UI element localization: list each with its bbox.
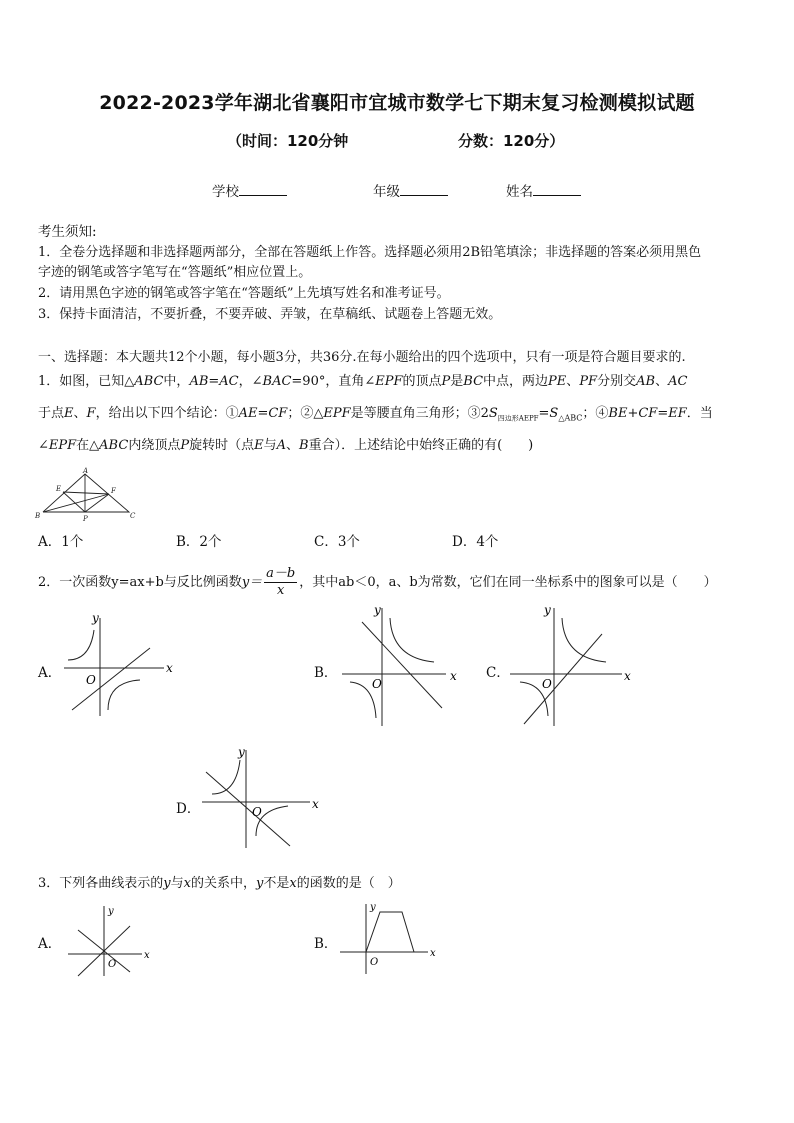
q1-t: ；④ (582, 406, 609, 421)
q1-t: 是 (450, 374, 464, 389)
q1-t: ，给出以下四个结论：① (95, 406, 239, 421)
q3-option-b[interactable]: B． (314, 936, 338, 952)
q2-t: ，其中ab＜0，a、b为常数，它们在同一坐标系中的图象可以是（ ） (299, 575, 717, 590)
q1-t: 分别交 (597, 374, 637, 389)
axis-x: x (624, 669, 631, 683)
q1-t: S (549, 406, 559, 421)
q1-t: E (64, 406, 74, 421)
q1-t: EPF (48, 438, 77, 453)
q1-t: 、 (73, 406, 87, 421)
origin: O (86, 673, 96, 687)
grade-field[interactable] (373, 180, 448, 200)
q1-t: 、 (566, 374, 580, 389)
q1-t: 是等腰直角三角形；③2 (350, 406, 489, 421)
q1-t: E (254, 438, 264, 453)
q1-t: ，∠ (238, 374, 263, 389)
notice-line2: 2．请用黑色字迹的钢笔或答字笔在“答题纸”上先填写姓名和准考证号。 (38, 286, 450, 301)
q3-t: y (163, 876, 171, 891)
q1-t: 、 (286, 438, 300, 453)
axis-y: y (238, 745, 245, 759)
school-field[interactable] (212, 180, 287, 200)
q1-t: 、 (655, 374, 669, 389)
q3-graph-b[interactable] (336, 898, 446, 978)
label-a: A (83, 467, 89, 475)
axis-x: x (430, 948, 436, 959)
q2-fraction (264, 566, 297, 599)
q1-line2 (38, 404, 713, 429)
q1-t: PE (548, 374, 567, 389)
q1-t: ．当 (686, 406, 713, 421)
name-label: 姓名 (506, 184, 533, 200)
q2-option-d[interactable]: D． (176, 801, 201, 817)
label-f: F (111, 487, 116, 495)
q1-t: AB=AC (189, 374, 239, 389)
q1-t: A (276, 438, 286, 453)
score-label: 分数：120分） (458, 132, 565, 150)
q2-numerator: a－b (266, 566, 296, 581)
q1-triangle-figure (34, 466, 144, 524)
segment-ef (63, 492, 109, 494)
q1-t: △ABC (558, 413, 583, 423)
label-b: B (35, 512, 41, 520)
q1-option-d[interactable]: D．4个 (452, 534, 499, 550)
q1-t: ∠ (38, 438, 49, 453)
q1-t: 在△ (76, 438, 100, 453)
q1-t: PF (579, 374, 598, 389)
q1-option-a[interactable]: A．1个 (38, 534, 84, 550)
q3-t: 与 (170, 876, 184, 891)
q2-t: 2．一次函数y=ax+b与反比例函数 (38, 575, 242, 590)
q1-t: =90°，直角∠ (291, 374, 376, 389)
axis-x: x (450, 669, 457, 683)
q1-t: F (86, 406, 96, 421)
q3-t: x (183, 876, 191, 891)
q1-t: ABC (99, 438, 129, 453)
q1-t: BAC (262, 374, 292, 389)
school-blank[interactable] (239, 181, 287, 196)
axis-y: y (92, 611, 99, 625)
q3-t: 的函数的是（ ） (296, 876, 401, 891)
q1-line1 (38, 372, 687, 392)
q1-line3 (38, 436, 533, 456)
q1-t: 四边形AEPF (497, 414, 539, 423)
q2-option-b[interactable]: B． (314, 665, 338, 681)
q1-t: 中， (163, 374, 190, 389)
q1-t: ABC (134, 374, 164, 389)
q1-t: P (180, 438, 190, 453)
q3-t: 不是 (263, 876, 290, 891)
q3-t: x (289, 876, 297, 891)
q3-option-a[interactable]: A． (38, 936, 62, 952)
q3-stem (38, 874, 401, 894)
label-e: E (56, 485, 62, 493)
axis-y: y (544, 603, 551, 617)
origin: O (542, 677, 552, 691)
q3-graph-a[interactable] (64, 900, 160, 980)
q1-option-b[interactable]: B．2个 (176, 534, 222, 550)
q1-option-c[interactable]: C．3个 (314, 534, 360, 550)
axis-x: x (166, 661, 173, 675)
q1-t: AB (636, 374, 656, 389)
q1-t: ；②△ (287, 406, 324, 421)
school-label: 学校 (212, 184, 239, 200)
q1-t: 于点 (38, 406, 65, 421)
q2-graph-c[interactable] (508, 600, 638, 730)
q1-t: 重合）．上述结论中始终正确的有( ) (308, 438, 534, 453)
q1-t: 中点，两边 (483, 374, 549, 389)
q1-t: = (538, 406, 550, 421)
origin: O (108, 959, 117, 970)
grade-label: 年级 (373, 184, 400, 200)
q2-option-a[interactable]: A． (38, 665, 62, 681)
q2-stem (38, 566, 717, 599)
q1-t: BE+CF=EF (608, 406, 687, 421)
notice-line1a: 1．全卷分选择题和非选择题两部分，全部在答题纸上作答。选择题必须用2B铅笔填涂；非选择题的答案必须用黑色 (38, 245, 702, 260)
q1-t: B (299, 438, 309, 453)
section-heading: 一、选择题：本大题共12个小题，每小题3分，共36分.在每小题给出的四个选项中，只有一项是符合题目要求的. (38, 350, 686, 365)
origin: O (372, 677, 382, 691)
axis-x: x (144, 950, 150, 961)
q2-graph-a[interactable] (60, 610, 180, 720)
notice-line3: 3．保持卡面清洁，不要折叠，不要弄破、弄皱，在草稿纸、试题卷上答题无效。 (38, 307, 502, 322)
q3-t: 的关系中， (191, 876, 257, 891)
name-blank[interactable] (533, 181, 581, 196)
q1-t: 1．如图，已知△ (38, 374, 135, 389)
label-c: C (130, 512, 136, 520)
q1-t: 内绕顶点 (128, 438, 181, 453)
q1-t: EPF (375, 374, 403, 389)
segment-pf (85, 494, 109, 512)
q2-option-c[interactable]: C． (486, 665, 510, 681)
q1-t: 的顶点 (402, 374, 442, 389)
q2-t: y＝ (241, 575, 263, 590)
notice-line1b: 字迹的钢笔或答字笔写在“答题纸”相应位置上。 (38, 265, 312, 280)
label-p: P (83, 515, 88, 523)
notice-heading: 考生须知: (38, 224, 97, 240)
axis-y: y (374, 603, 381, 617)
origin: O (252, 805, 262, 819)
q1-t: EPF (323, 406, 351, 421)
q3-t: y (256, 876, 264, 891)
name-field[interactable] (506, 180, 581, 200)
q2-denominator: x (277, 583, 285, 598)
origin: O (370, 957, 379, 968)
q1-t: P (441, 374, 451, 389)
q1-t: S (488, 406, 498, 421)
exam-title: 2022-2023学年湖北省襄阳市宜城市数学七下期末复习检测模拟试题 (99, 92, 695, 114)
q2-graph-b[interactable] (338, 600, 468, 728)
q3-t: 3．下列各曲线表示的 (38, 876, 164, 891)
q1-t: AC (668, 374, 688, 389)
axis-x: x (312, 797, 319, 811)
grade-blank[interactable] (400, 181, 448, 196)
q1-t: AE=CF (238, 406, 288, 421)
time-label: （时间：120分钟 (227, 132, 349, 150)
axis-y: y (370, 902, 376, 913)
q1-t: BC (463, 374, 484, 389)
axis-y: y (108, 906, 114, 917)
segment-pe (63, 492, 85, 512)
q1-t: 旋转时（点 (189, 438, 255, 453)
q2-graph-d[interactable] (198, 742, 328, 852)
q1-t: 与 (263, 438, 277, 453)
